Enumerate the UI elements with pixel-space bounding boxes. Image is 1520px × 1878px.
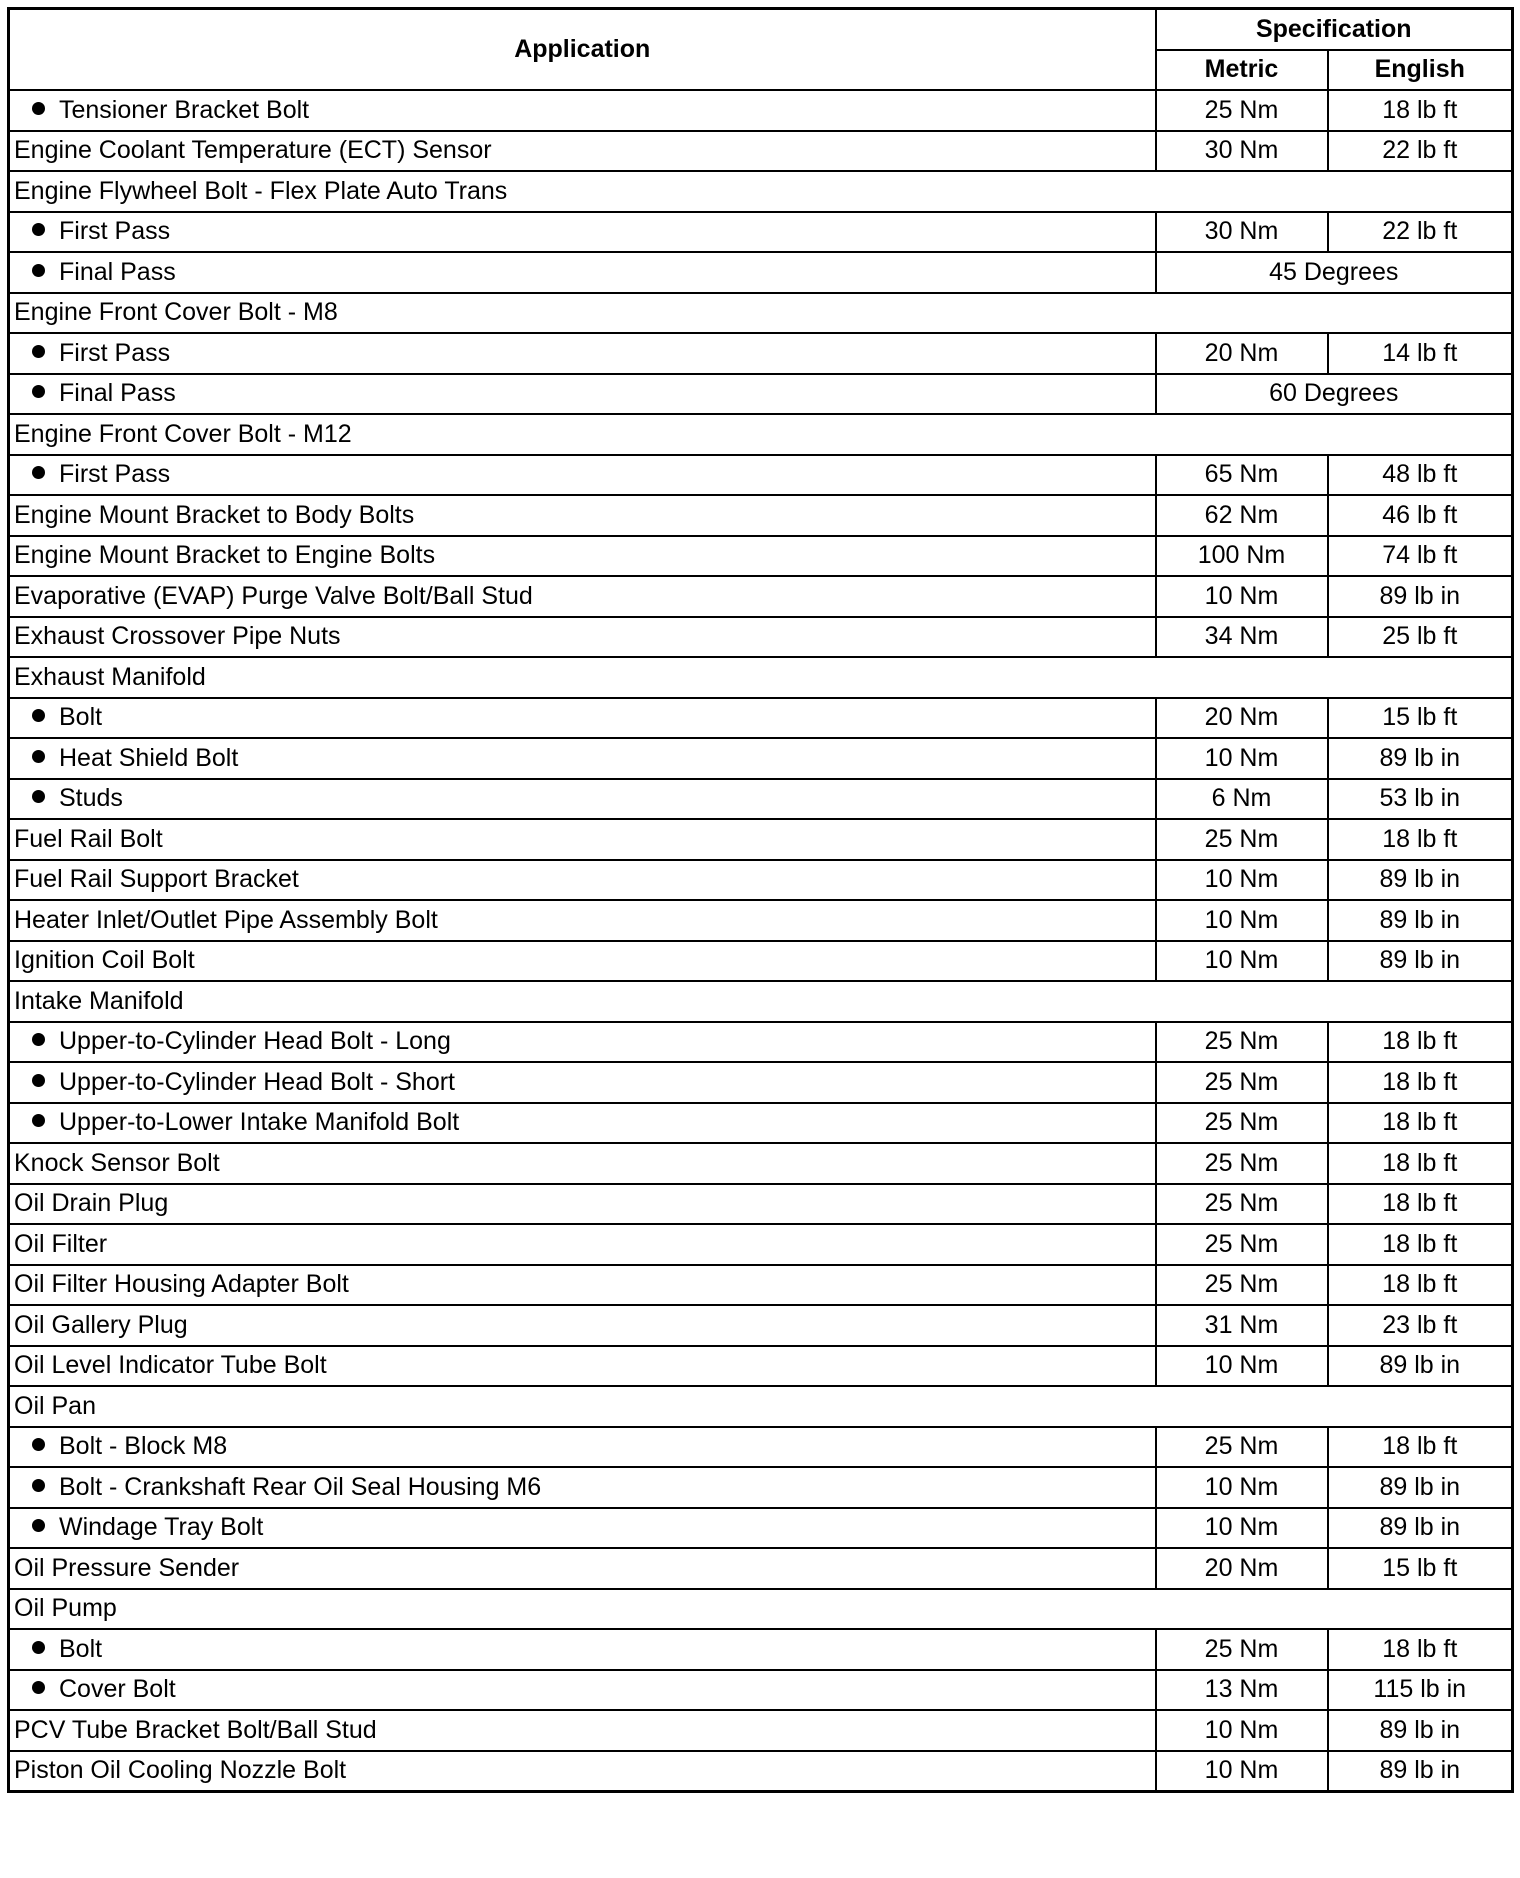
application-label: Engine Mount Bracket to Engine Bolts: [14, 541, 436, 570]
application-cell: [9, 374, 1156, 415]
application-label: Bolt: [59, 703, 103, 732]
application-label: Tensioner Bracket Bolt: [59, 95, 310, 124]
application-label: Upper-to-Cylinder Head Bolt - Long: [59, 1027, 451, 1056]
metric-cell: 30 Nm: [1156, 212, 1328, 253]
english-cell: 89 lb in: [1328, 738, 1513, 779]
application-cell: [9, 1062, 1156, 1103]
metric-cell: 10 Nm: [1156, 576, 1328, 617]
table-row: [9, 900, 1513, 941]
application-cell: [9, 900, 1156, 941]
table-row: [9, 212, 1513, 253]
english-cell: 15 lb ft: [1328, 1548, 1513, 1589]
table-row: [9, 1427, 1513, 1468]
english-cell: 15 lb ft: [1328, 698, 1513, 739]
metric-cell: 10 Nm: [1156, 1467, 1328, 1508]
application-cell: [9, 1629, 1156, 1670]
application-cell: [9, 1751, 1156, 1792]
table-row: [9, 698, 1513, 739]
bullet-icon: [32, 1479, 45, 1492]
application-label: Fuel Rail Support Bracket: [14, 865, 299, 894]
bullet-icon: [32, 709, 45, 722]
english-cell: 18 lb ft: [1328, 1427, 1513, 1468]
metric-cell: 10 Nm: [1156, 1710, 1328, 1751]
table-row: [9, 738, 1513, 779]
table-row: [9, 333, 1513, 374]
english-cell: 14 lb ft: [1328, 333, 1513, 374]
application-label: Oil Level Indicator Tube Bolt: [14, 1351, 327, 1380]
application-label: Exhaust Crossover Pipe Nuts: [14, 622, 341, 651]
application-label: Bolt: [59, 1634, 103, 1663]
bullet-icon: [32, 1114, 45, 1127]
bullet-icon: [32, 1438, 45, 1451]
metric-cell: 30 Nm: [1156, 131, 1328, 172]
table-row: [9, 1629, 1513, 1670]
english-cell: 18 lb ft: [1328, 1062, 1513, 1103]
metric-cell: 62 Nm: [1156, 495, 1328, 536]
application-cell: [9, 1710, 1156, 1751]
english-cell: 22 lb ft: [1328, 131, 1513, 172]
english-cell: 89 lb in: [1328, 1710, 1513, 1751]
fastener-torque-table: [7, 7, 1514, 1793]
application-cell: [9, 1467, 1156, 1508]
table-row: [9, 819, 1513, 860]
application-cell: [9, 1265, 1156, 1306]
application-cell: [9, 1224, 1156, 1265]
bullet-icon: [32, 385, 45, 398]
english-cell: 89 lb in: [1328, 860, 1513, 901]
metric-cell: 10 Nm: [1156, 941, 1328, 982]
table-row: [9, 1710, 1513, 1751]
english-cell: 89 lb in: [1328, 900, 1513, 941]
application-label: Evaporative (EVAP) Purge Valve Bolt/Ball Stud: [14, 581, 533, 610]
table-row: [9, 1548, 1513, 1589]
bullet-icon: [32, 102, 45, 115]
specification-header: Specification: [1156, 9, 1513, 50]
application-label: Engine Coolant Temperature (ECT) Sensor: [14, 136, 492, 165]
metric-cell: 6 Nm: [1156, 779, 1328, 820]
application-cell: [9, 860, 1156, 901]
application-cell: [9, 1103, 1156, 1144]
metric-cell: 10 Nm: [1156, 1346, 1328, 1387]
application-cell: [9, 212, 1156, 253]
table-row: [9, 90, 1513, 131]
application-cell: [9, 455, 1156, 496]
application-cell: [9, 1305, 1156, 1346]
english-cell: 18 lb ft: [1328, 1184, 1513, 1225]
application-label: Studs: [59, 784, 123, 813]
metric-cell: 25 Nm: [1156, 1629, 1328, 1670]
application-label: Cover Bolt: [59, 1675, 176, 1704]
application-label: Knock Sensor Bolt: [14, 1148, 220, 1177]
application-label: Oil Drain Plug: [14, 1189, 169, 1218]
metric-cell: 25 Nm: [1156, 1062, 1328, 1103]
english-cell: 18 lb ft: [1328, 1103, 1513, 1144]
table-row: [9, 414, 1513, 455]
table-row: [9, 1184, 1513, 1225]
metric-cell: 13 Nm: [1156, 1670, 1328, 1711]
english-cell: 46 lb ft: [1328, 495, 1513, 536]
metric-cell: 100 Nm: [1156, 536, 1328, 577]
table-row: [9, 981, 1513, 1022]
application-label: Engine Flywheel Bolt - Flex Plate Auto Trans: [14, 176, 508, 205]
metric-cell: 65 Nm: [1156, 455, 1328, 496]
application-cell: [9, 495, 1156, 536]
bullet-icon: [32, 264, 45, 277]
english-header: English: [1328, 50, 1513, 91]
application-label: Oil Filter: [14, 1229, 108, 1258]
bullet-icon: [32, 750, 45, 763]
bullet-icon: [32, 345, 45, 358]
table-row: [9, 1751, 1513, 1792]
application-cell: [9, 252, 1156, 293]
metric-cell: 25 Nm: [1156, 1103, 1328, 1144]
metric-cell: 25 Nm: [1156, 1265, 1328, 1306]
english-cell: 89 lb in: [1328, 1751, 1513, 1792]
english-cell: 18 lb ft: [1328, 819, 1513, 860]
application-cell: [9, 779, 1156, 820]
english-cell: 23 lb ft: [1328, 1305, 1513, 1346]
metric-cell: 25 Nm: [1156, 1184, 1328, 1225]
metric-cell: 25 Nm: [1156, 1143, 1328, 1184]
application-label: Intake Manifold: [14, 986, 184, 1015]
table-row: [9, 1022, 1513, 1063]
application-cell: [9, 414, 1513, 455]
application-cell: [9, 657, 1513, 698]
table-row: [9, 171, 1513, 212]
metric-cell: 25 Nm: [1156, 819, 1328, 860]
application-label: Oil Pressure Sender: [14, 1553, 240, 1582]
bullet-icon: [32, 1033, 45, 1046]
table-row: [9, 576, 1513, 617]
table-row: [9, 495, 1513, 536]
application-cell: [9, 1143, 1156, 1184]
application-cell: [9, 90, 1156, 131]
application-label: Upper-to-Lower Intake Manifold Bolt: [59, 1108, 460, 1137]
english-cell: 89 lb in: [1328, 1508, 1513, 1549]
application-cell: [9, 1386, 1513, 1427]
application-cell: [9, 131, 1156, 172]
application-label: Heat Shield Bolt: [59, 743, 239, 772]
table-row: [9, 1386, 1513, 1427]
application-label: First Pass: [59, 217, 171, 246]
metric-cell: 10 Nm: [1156, 1508, 1328, 1549]
application-label: Final Pass: [59, 379, 176, 408]
application-label: Bolt - Crankshaft Rear Oil Seal Housing M6: [59, 1472, 542, 1501]
table-row: [9, 1103, 1513, 1144]
metric-cell: 10 Nm: [1156, 860, 1328, 901]
table-row: [9, 1062, 1513, 1103]
application-cell: [9, 293, 1513, 334]
english-cell: 53 lb in: [1328, 779, 1513, 820]
application-label: Piston Oil Cooling Nozzle Bolt: [14, 1756, 347, 1785]
application-label: PCV Tube Bracket Bolt/Ball Stud: [14, 1715, 377, 1744]
metric-cell: 25 Nm: [1156, 1224, 1328, 1265]
application-label: First Pass: [59, 338, 171, 367]
bullet-icon: [32, 1074, 45, 1087]
application-cell: [9, 617, 1156, 658]
table-row: [9, 779, 1513, 820]
application-cell: [9, 1508, 1156, 1549]
application-label: Heater Inlet/Outlet Pipe Assembly Bolt: [14, 905, 438, 934]
metric-cell: 31 Nm: [1156, 1305, 1328, 1346]
table-row: [9, 1305, 1513, 1346]
table-row: [9, 1589, 1513, 1630]
table-row: [9, 1670, 1513, 1711]
english-cell: 18 lb ft: [1328, 90, 1513, 131]
table-row: [9, 1467, 1513, 1508]
english-cell: 89 lb in: [1328, 1467, 1513, 1508]
metric-cell: 25 Nm: [1156, 1427, 1328, 1468]
application-label: Bolt - Block M8: [59, 1432, 228, 1461]
application-cell: [9, 1022, 1156, 1063]
metric-header: Metric: [1156, 50, 1328, 91]
metric-cell: 20 Nm: [1156, 1548, 1328, 1589]
application-cell: [9, 536, 1156, 577]
english-cell: 22 lb ft: [1328, 212, 1513, 253]
table-body: [9, 90, 1513, 1792]
metric-cell: 20 Nm: [1156, 333, 1328, 374]
english-cell: 48 lb ft: [1328, 455, 1513, 496]
bullet-icon: [32, 1681, 45, 1694]
application-label: Final Pass: [59, 257, 176, 286]
table-row: [9, 536, 1513, 577]
metric-cell: 20 Nm: [1156, 698, 1328, 739]
bullet-icon: [32, 223, 45, 236]
application-cell: [9, 981, 1513, 1022]
header-row: [9, 9, 1513, 50]
application-label: First Pass: [59, 460, 171, 489]
table-row: [9, 1346, 1513, 1387]
english-cell: 89 lb in: [1328, 941, 1513, 982]
metric-cell: 25 Nm: [1156, 1022, 1328, 1063]
bullet-icon: [32, 1641, 45, 1654]
application-label: Fuel Rail Bolt: [14, 824, 163, 853]
english-cell: 25 lb ft: [1328, 617, 1513, 658]
torque-spec-sheet: [7, 7, 1511, 1793]
table-row: [9, 860, 1513, 901]
metric-cell: 10 Nm: [1156, 738, 1328, 779]
table-row: [9, 617, 1513, 658]
application-label: Engine Front Cover Bolt - M8: [14, 298, 338, 327]
table-row: [9, 1265, 1513, 1306]
application-label: Ignition Coil Bolt: [14, 946, 195, 975]
angle-spec-cell: 45 Degrees: [1156, 252, 1513, 293]
english-cell: 18 lb ft: [1328, 1224, 1513, 1265]
bullet-icon: [32, 466, 45, 479]
table-row: [9, 1508, 1513, 1549]
english-cell: 89 lb in: [1328, 1346, 1513, 1387]
application-cell: [9, 1589, 1513, 1630]
english-cell: 18 lb ft: [1328, 1265, 1513, 1306]
application-label: Oil Gallery Plug: [14, 1310, 188, 1339]
metric-cell: 34 Nm: [1156, 617, 1328, 658]
table-row: [9, 455, 1513, 496]
table-row: [9, 941, 1513, 982]
application-label: Oil Filter Housing Adapter Bolt: [14, 1270, 349, 1299]
application-label: Engine Front Cover Bolt - M12: [14, 419, 352, 448]
application-cell: [9, 333, 1156, 374]
application-label: Engine Mount Bracket to Body Bolts: [14, 500, 415, 529]
application-label: Upper-to-Cylinder Head Bolt - Short: [59, 1067, 455, 1096]
english-cell: 18 lb ft: [1328, 1629, 1513, 1670]
application-cell: [9, 171, 1513, 212]
table-row: [9, 293, 1513, 334]
table-row: [9, 252, 1513, 293]
application-cell: [9, 576, 1156, 617]
table-row: [9, 374, 1513, 415]
application-header: Application: [9, 9, 1156, 91]
application-cell: [9, 819, 1156, 860]
application-label: Windage Tray Bolt: [59, 1513, 264, 1542]
application-cell: [9, 698, 1156, 739]
application-cell: [9, 738, 1156, 779]
english-cell: 89 lb in: [1328, 576, 1513, 617]
angle-spec-cell: 60 Degrees: [1156, 374, 1513, 415]
english-cell: 18 lb ft: [1328, 1143, 1513, 1184]
application-cell: [9, 1670, 1156, 1711]
english-cell: 115 lb in: [1328, 1670, 1513, 1711]
metric-cell: 10 Nm: [1156, 900, 1328, 941]
table-row: [9, 1224, 1513, 1265]
application-cell: [9, 941, 1156, 982]
application-cell: [9, 1346, 1156, 1387]
metric-cell: 10 Nm: [1156, 1751, 1328, 1792]
table-row: [9, 657, 1513, 698]
english-cell: 18 lb ft: [1328, 1022, 1513, 1063]
english-cell: 74 lb ft: [1328, 536, 1513, 577]
metric-cell: 25 Nm: [1156, 90, 1328, 131]
table-row: [9, 1143, 1513, 1184]
application-label: Oil Pan: [14, 1391, 96, 1420]
bullet-icon: [32, 1519, 45, 1532]
application-cell: [9, 1548, 1156, 1589]
application-cell: [9, 1427, 1156, 1468]
table-row: [9, 131, 1513, 172]
application-label: Oil Pump: [14, 1594, 117, 1623]
application-cell: [9, 1184, 1156, 1225]
application-label: Exhaust Manifold: [14, 662, 206, 691]
bullet-icon: [32, 790, 45, 803]
